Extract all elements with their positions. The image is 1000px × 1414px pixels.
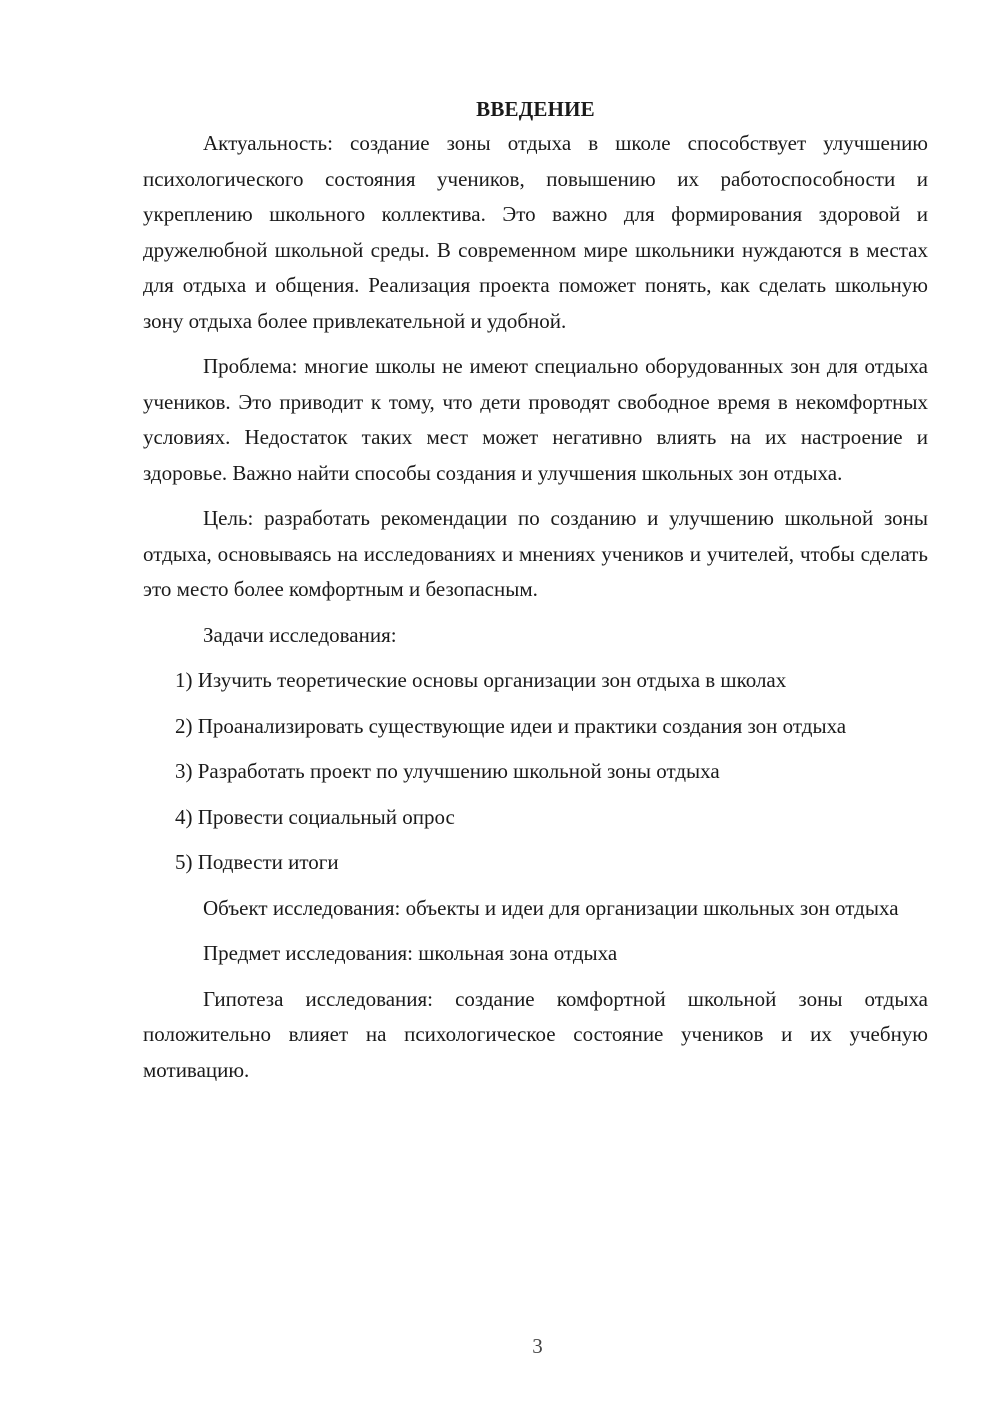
document-page (143, 92, 928, 1098)
paragraph-relevance: Актуальность: создание зоны отдыха в школе способствует улучшению психологического состояния учеников, повышению их работоспособности и укреплению школьного коллектива. Это важно для формирования здоровой и дружелюбной школьной среды. В современном мире школьники нуждаются в местах для отдыха и общения. Реализация проекта поможет понять, как сделать школьную зону отдыха более привлекательной и удобной. (143, 131, 928, 333)
paragraph-hypothesis: Гипотеза исследования: создание комфортной школьной зоны отдыха положительно влияет на психологическое состояние учеников и их учебную мотивацию. (143, 986, 928, 1082)
paragraph-subject: Предмет исследования: школьная зона отдыха (203, 941, 618, 965)
task-item-2: 2) Проанализировать существующие идеи и практики создания зон отдыха (175, 713, 847, 738)
task-item-5: 5) Подвести итоги (175, 850, 339, 874)
page-number: 3 (532, 1334, 543, 1358)
task-item-3: 3) Разработать проект по улучшению школьной зоны отдыха (175, 759, 720, 783)
paragraph-problem: Проблема: многие школы не имеют специально оборудованных зон для отдыха учеников. Это приводит к тому, что дети проводят свободное время в некомфортных условиях. Недостаток таких мест может негативно влиять на их настроение и здоровье. Важно найти способы создания и улучшения школьных зон отдыха. (143, 354, 928, 485)
task-item-1: 1) Изучить теоретические основы организации зон отдыха в школах (175, 668, 787, 692)
paragraph-object: Объект исследования: объекты и идеи для организации школьных зон отдыха (203, 895, 899, 920)
paragraph-goal: Цель: разработать рекомендации по созданию и улучшению школьной зоны отдыха, основываясь на исследованиях и мнениях учеников и учителей, чтобы сделать это место более комфортным и безопасным. (143, 506, 928, 601)
page-title: ВВЕДЕНИЕ (476, 97, 595, 121)
task-item-4: 4) Провести социальный опрос (175, 804, 455, 829)
tasks-title: Задачи исследования: (203, 622, 397, 647)
